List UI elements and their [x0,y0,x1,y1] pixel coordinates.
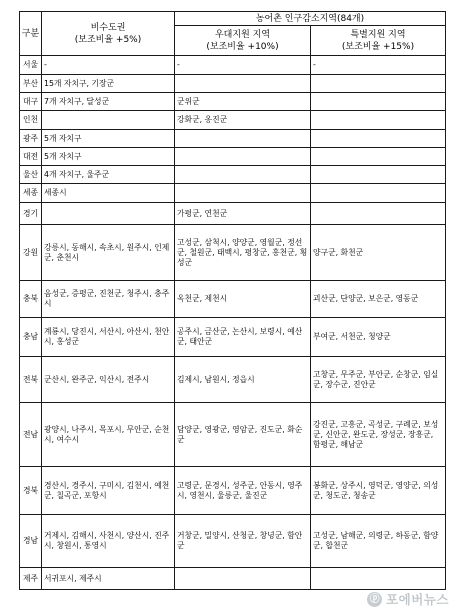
special-cell: - [311,56,446,75]
preferential-header [175,26,311,56]
region-cell: 부산 [20,75,42,93]
preferential-ratio: (보조비율 +10%) [206,41,279,52]
special-cell [311,203,446,225]
special-cell [311,93,446,111]
table-row [20,281,446,318]
table-row [20,130,446,148]
region-cell: 인천 [20,111,42,130]
table-row [20,357,446,403]
special-cell [311,111,446,130]
preferential-cell [175,166,311,184]
table-row [20,225,446,281]
preferential-cell [175,568,311,590]
special-cell: 양구군, 화천군 [311,225,446,281]
special-cell: 봉화군, 상주시, 영덕군, 영양군, 의성군, 청도군, 청송군 [311,467,446,515]
depopulation-header: 농어촌 인구감소지역(84개) [175,12,446,26]
watermark-text: 포에버뉴스 [386,592,449,607]
table-row [20,56,446,75]
preferential-cell: 군위군 [175,93,311,111]
region-cell: 세종 [20,184,42,203]
region-column-header: 구분 [20,12,42,56]
preferential-cell: 강화군, 옹진군 [175,111,311,130]
news-logo-icon: ⓟ [367,592,382,607]
special-cell [311,148,446,166]
non-capital-cell: 15개 자치구, 기장군 [42,75,175,93]
preferential-cell: 거창군, 밀양시, 산청군, 창녕군, 함안군 [175,515,311,568]
special-cell [311,75,446,93]
table-row [20,203,446,225]
region-cell: 서울 [20,56,42,75]
special-cell [311,184,446,203]
special-cell [311,166,446,184]
preferential-cell [175,75,311,93]
region-cell: 경기 [20,203,42,225]
preferential-cell [175,130,311,148]
table-row [20,75,446,93]
region-cell: 전남 [20,403,42,467]
region-cell: 울산 [20,166,42,184]
non-capital-cell: 강릉시, 동해시, 속초시, 원주시, 인제군, 춘천시 [42,225,175,281]
non-capital-cell: - [42,56,175,75]
non-capital-ratio: (보조비율 +5%) [74,34,142,45]
preferential-cell [175,184,311,203]
non-capital-cell: 세종시 [42,184,175,203]
table-row [20,166,446,184]
region-cell: 광주 [20,130,42,148]
special-cell: 괴산군, 단양군, 보은군, 영동군 [311,281,446,318]
preferential-cell: 옥천군, 제천시 [175,281,311,318]
non-capital-cell: 7개 자치구, 달성군 [42,93,175,111]
special-cell [311,130,446,148]
region-cell: 경북 [20,467,42,515]
region-cell: 충북 [20,281,42,318]
subsidy-region-table [19,11,446,590]
non-capital-cell: 광양시, 나주시, 목포시, 무안군, 순천시, 여수시 [42,403,175,467]
region-cell: 경남 [20,515,42,568]
special-cell: 고성군, 남해군, 의령군, 하동군, 함양군, 합천군 [311,515,446,568]
table-row [20,467,446,515]
special-cell: 부여군, 서천군, 청양군 [311,318,446,357]
table-row [20,318,446,357]
non-capital-header [42,12,175,56]
table-row [20,568,446,590]
region-cell: 대구 [20,93,42,111]
watermark [367,590,449,608]
preferential-cell: 고성군, 삼척시, 양양군, 영월군, 정선군, 철원군, 태백시, 평창군, 홍천군, 횡성군 [175,225,311,281]
preferential-cell: 김제시, 남원시, 정읍시 [175,357,311,403]
region-cell: 전북 [20,357,42,403]
non-capital-cell: 5개 자치구 [42,148,175,166]
region-cell: 충남 [20,318,42,357]
table-row [20,148,446,166]
non-capital-cell: 음성군, 증평군, 진천군, 청주시, 충주시 [42,281,175,318]
preferential-cell [175,148,311,166]
preferential-cell: 고령군, 문경시, 성주군, 안동시, 영주시, 영천시, 울릉군, 울진군 [175,467,311,515]
special-title: 특별지원 지역 [350,29,406,40]
preferential-cell: 공주시, 금산군, 논산시, 보령시, 예산군, 태안군 [175,318,311,357]
preferential-title: 우대지원 지역 [214,29,271,40]
special-ratio: (보조비율 +15%) [341,41,415,52]
table-row [20,184,446,203]
non-capital-cell: 계룡시, 당진시, 서산시, 아산시, 천안시, 홍성군 [42,318,175,357]
region-cell: 강원 [20,225,42,281]
non-capital-cell: 서귀포시, 제주시 [42,568,175,590]
region-cell: 제주 [20,568,42,590]
non-capital-cell: 거제시, 김해시, 사천시, 양산시, 진주시, 창원시, 통영시 [42,515,175,568]
special-cell [311,568,446,590]
table-row [20,93,446,111]
preferential-cell: 담양군, 영광군, 영암군, 진도군, 화순군 [175,403,311,467]
special-cell: 고창군, 무주군, 부안군, 순창군, 임실군, 장수군, 진안군 [311,357,446,403]
preferential-cell: 가평군, 연천군 [175,203,311,225]
non-capital-title: 비수도권 [90,22,126,33]
region-cell: 대전 [20,148,42,166]
preferential-cell: - [175,56,311,75]
non-capital-cell: 경산시, 경주시, 구미시, 김천시, 예천군, 칠곡군, 포항시 [42,467,175,515]
non-capital-cell [42,203,175,225]
non-capital-cell: 4개 자치구, 울주군 [42,166,175,184]
special-cell: 강진군, 고흥군, 곡성군, 구례군, 보성군, 신안군, 완도군, 장성군, 장흥군, 함평군, 해남군 [311,403,446,467]
table-row [20,515,446,568]
special-header [311,26,446,56]
non-capital-cell [42,111,175,130]
non-capital-cell: 군산시, 완주군, 익산시, 전주시 [42,357,175,403]
non-capital-cell: 5개 자치구 [42,130,175,148]
table-row [20,111,446,130]
table-row [20,403,446,467]
